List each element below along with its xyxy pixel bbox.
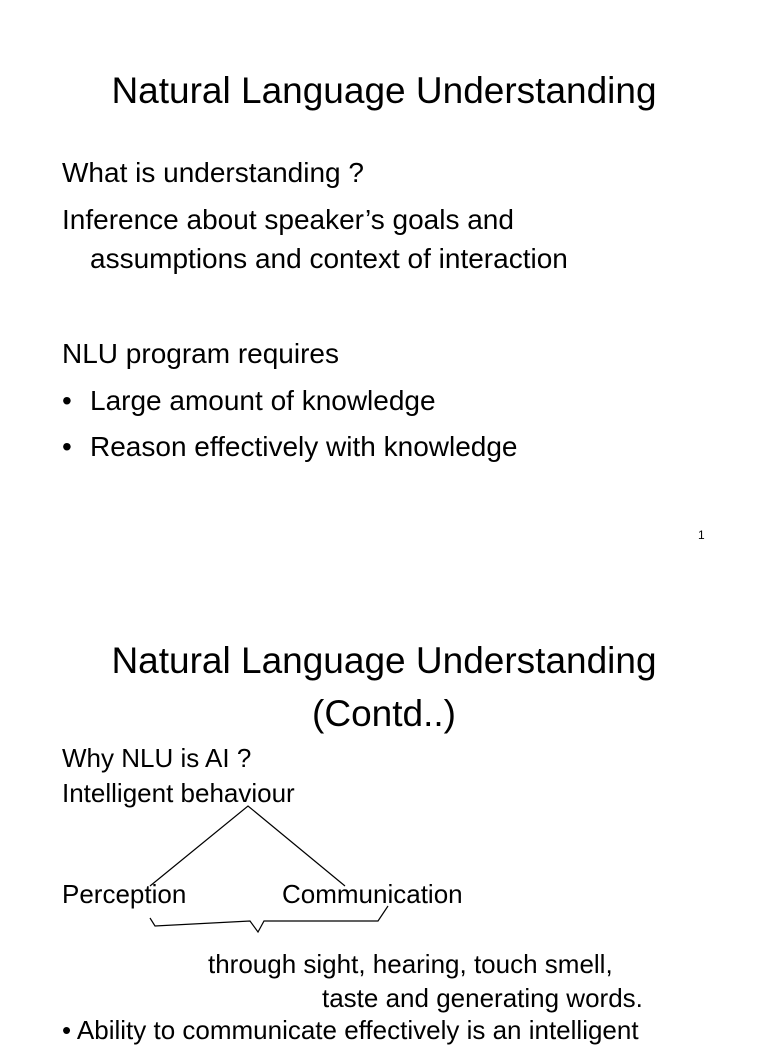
perception-label: Perception [62, 879, 187, 909]
why-nlu-question: Why NLU is AI ? [62, 743, 252, 773]
bullet-icon: • [62, 385, 72, 416]
through-line-1: through sight, hearing, touch smell, [208, 949, 613, 979]
bullet-item-reason: Reason effectively with knowledge [90, 431, 518, 462]
bullet-item-knowledge: Large amount of knowledge [90, 385, 436, 416]
bullet-icon: • [62, 431, 72, 462]
page-number: 1 [698, 528, 705, 542]
slide-2 [0, 580, 768, 1045]
understanding-question: What is understanding ? [62, 157, 364, 188]
requires-heading: NLU program requires [62, 338, 339, 369]
intelligent-behaviour: Intelligent behaviour [62, 778, 295, 808]
ability-line-partial: • Ability to communicate effectively is an intelligent [62, 1015, 639, 1045]
communication-label: Communication [282, 879, 463, 909]
slide-1-title: Natural Language Understanding [111, 70, 657, 111]
slide-2-title-line-1: Natural Language Understanding [111, 640, 657, 681]
inference-line-1: Inference about speaker’s goals and [62, 204, 514, 235]
slide-2-title-line-2: (Contd..) [312, 693, 456, 734]
inference-line-2: assumptions and context of interaction [90, 243, 568, 274]
through-line-2: taste and generating words. [322, 983, 643, 1013]
branch-lines [150, 806, 345, 886]
